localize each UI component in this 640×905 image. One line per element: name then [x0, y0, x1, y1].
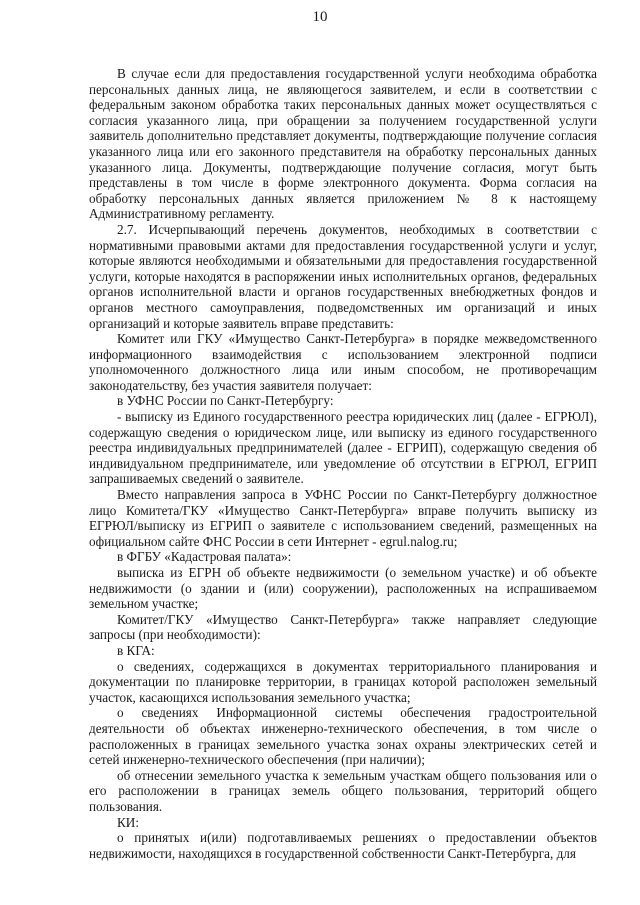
paragraph-ki-heading: КИ: [117, 814, 139, 830]
paragraph-public-land: об отнесении земельного участка к земельным участкам общего пользования или о его расположении в границах земель общего пользования, территорий общего пользования. [89, 767, 597, 814]
paragraph-territorial-planning: о сведениях, содержащихся в документах территориального планирования и документации по планировке территории, в границах которой расположен земельный участок, касающихся использования земельного участка; [89, 658, 597, 705]
paragraph-egrn-extract: выписка из ЕГРН об объекте недвижимости (о земельном участке) и об объекте недвижимости (о здании и (или) сооружении), расположенных на испрашиваемом земельном участке; [89, 565, 597, 612]
paragraph-committee-interagency: Комитет или ГКУ «Имущество Санкт-Петербурга» в порядке межведомственного информационного взаимодействия с использованием электронной подписи уполномоченного должностного лица или иным способом, не противоречащим законодательству, без участия заявителя получает: [89, 331, 597, 393]
document-body [89, 66, 597, 861]
paragraph-egrul-online: Вместо направления запроса в УФНС России по Санкт-Петербургу должностное лицо Комитета/ГКУ «Имущество Санкт-Петербурга» вправе получить выписку из ЕГРЮЛ/выписку из ЕГРИП о заявителе с использованием сведений, размещенных на официальном сайте ФНС России в сети Интернет - egrul.nalog.ru; [89, 487, 597, 549]
paragraph-personal-data-consent: В случае если для предоставления государственной услуги необходима обработка персональных данных лица, не являющегося заявителем, и если в соответствии с федеральным законом обработка таких персональных данных может осуществляться с согласия указанного лица, при обращении за получением государственной услуги заявитель дополнительно представляет документы, подтверждающие получение согласия указанного лица или его законного представителя на обработку персональных данных указанного лица. Документы, подтверждающие получение согласия, могут быть представлены в том числе в форме электронного документа. Форма согласия на обработку персональных данных является приложением № 8 к настоящему Административному регламенту. [89, 66, 597, 222]
paragraph-cadastral-heading: в ФГБУ «Кадастровая палата»: [117, 549, 292, 565]
paragraph-2-7-documents-list: 2.7. Исчерпывающий перечень документов, необходимых в соответствии с нормативными правовыми актами для предоставления государственной услуги и услуг, которые являются необходимыми и обязательными для предоставления государственной услуги, которые находятся в распоряжении иных исполнительных органов, федеральных органов исполнительной власти и органов государственных внебюджетных фондов и органов местного самоуправления, подведомственных им организаций и иных организаций и которые заявитель вправе представить: [89, 221, 597, 331]
paragraph-ufns-heading: в УФНС России по Санкт-Петербургу: [117, 393, 334, 409]
paragraph-egrul-extract: - выписку из Единого государственного реестра юридических лиц (далее - ЕГРЮЛ), содержащую сведения о юридическом лице, или выписку из единого государственного реестра индивидуальных предпринимателей (далее - ЕГРИП), содержащую сведения об индивидуальном предпринимателе, или уведомление об отсутствии в ЕГРЮЛ, ЕГРИП запрашиваемых сведений о заявителе. [89, 409, 597, 487]
paragraph-isogd-info: о сведениях Информационной системы обеспечения градостроительной деятельности об объектах инженерно-технического обеспечения, в том числе о расположенных в границах земельного участка зонах охраны электрических сетей и сетей инженерно-технического обеспечения (при наличии); [89, 705, 597, 768]
page-number: 10 [312, 9, 328, 25]
paragraph-requests-intro: Комитет/ГКУ «Имущество Санкт-Петербурга» также направляет следующие запросы (при необходимости): [89, 611, 597, 643]
paragraph-ki-decisions: о принятых и(или) подготавливаемых решениях о предоставлении объектов недвижимости, находящихся в государственной собственности Санкт-Петербурга, для [89, 830, 597, 861]
paragraph-kga-heading: в КГА: [117, 642, 155, 658]
